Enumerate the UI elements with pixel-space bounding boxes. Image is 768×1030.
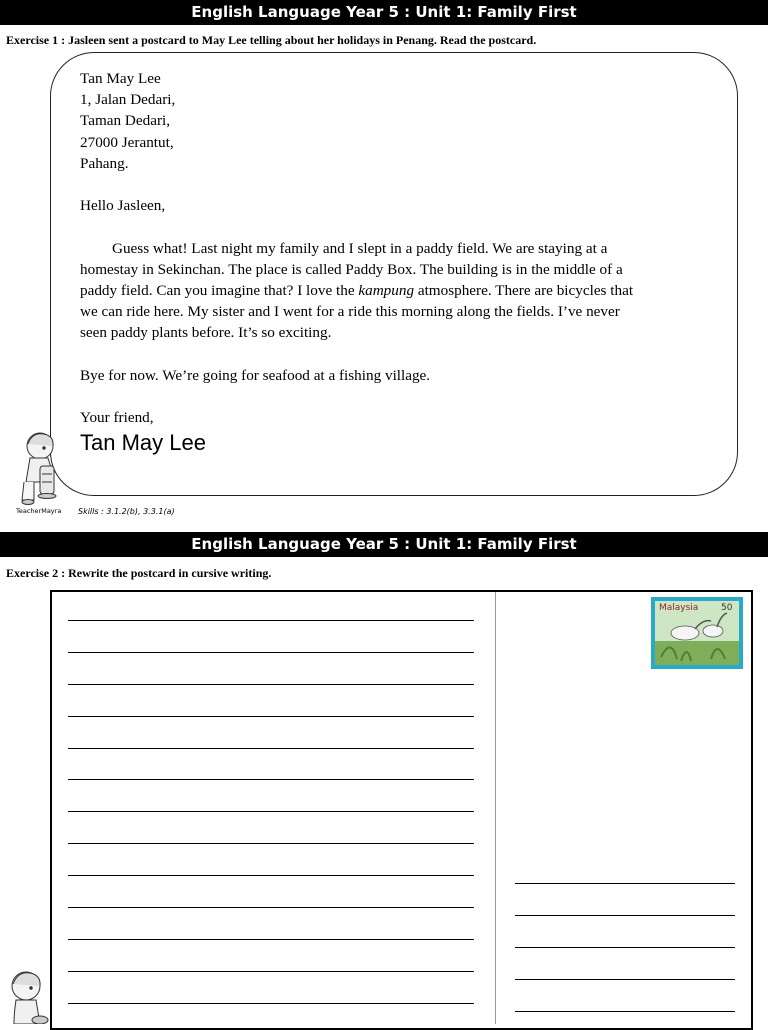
blank-postcard-frame <box>50 590 753 1030</box>
address-line-blank[interactable] <box>515 1011 735 1012</box>
worksheet-header: English Language Year 5 : Unit 1: Family First <box>0 0 768 25</box>
stamp-country: Malaysia <box>659 603 699 613</box>
writing-line[interactable] <box>68 843 474 844</box>
writing-line[interactable] <box>68 1003 474 1004</box>
signature: Tan May Lee <box>80 430 206 456</box>
writing-line[interactable] <box>68 939 474 940</box>
writing-line[interactable] <box>68 684 474 685</box>
exercise-1-instruction: Exercise 1 : Jasleen sent a postcard to May Lee telling about her holidays in Penang. Read the postcard. <box>6 33 537 47</box>
body-text: atmosphere. There are bicycles that we can ride here. My sister and I went for a ride this morning along the fields. I’ve never seen paddy plants before. It’s so exciting. <box>80 282 634 342</box>
exercise-2-instruction: Exercise 2 : Rewrite the postcard in cursive writing. <box>6 566 272 580</box>
stamp-value: 50 <box>721 603 733 613</box>
address-line: 27000 Jerantut, <box>80 133 174 151</box>
closing-line: Bye for now. We’re going for seafood at a fishing village. <box>80 366 431 384</box>
address-line: Taman Dedari, <box>80 112 171 130</box>
greeting: Hello Jasleen, <box>80 197 166 215</box>
writing-line[interactable] <box>68 748 474 749</box>
writing-line[interactable] <box>68 971 474 972</box>
writing-line[interactable] <box>68 875 474 876</box>
author-label: TeacherMayra <box>16 507 62 515</box>
body-italic-word: kampung <box>358 282 415 299</box>
address-line-blank[interactable] <box>515 979 735 980</box>
address-line-blank[interactable] <box>515 947 735 948</box>
postcard-text <box>80 68 640 458</box>
address-line-blank[interactable] <box>515 915 735 916</box>
body-text: Guess what! Last night my family and I slept in a paddy field. We are staying at a homestay in Sekinchan. The place is called Paddy Box. The building is in the middle of a paddy field. Can you imagine that? I love the <box>80 239 623 299</box>
address-line: 1, Jalan Dedari, <box>80 91 176 109</box>
writing-line[interactable] <box>68 907 474 908</box>
girl-cartoon-icon <box>4 968 52 1024</box>
stork-stamp-icon <box>651 597 743 669</box>
writing-line[interactable] <box>68 716 474 717</box>
address-line: Tan May Lee <box>80 70 161 87</box>
worksheet-header: English Language Year 5 : Unit 1: Family First <box>0 532 768 557</box>
girl-cartoon-icon <box>14 430 72 510</box>
sign-off: Your friend, <box>80 409 154 427</box>
writing-line[interactable] <box>68 779 474 780</box>
writing-line[interactable] <box>68 652 474 653</box>
address-line-blank[interactable] <box>515 883 735 884</box>
postcard-divider <box>495 592 496 1024</box>
writing-line[interactable] <box>68 811 474 812</box>
postcard-body <box>80 238 640 344</box>
address-line: Pahang. <box>80 154 129 172</box>
writing-line[interactable] <box>68 620 474 621</box>
skills-reference: Skills : 3.1.2(b), 3.3.1(a) <box>78 507 175 516</box>
